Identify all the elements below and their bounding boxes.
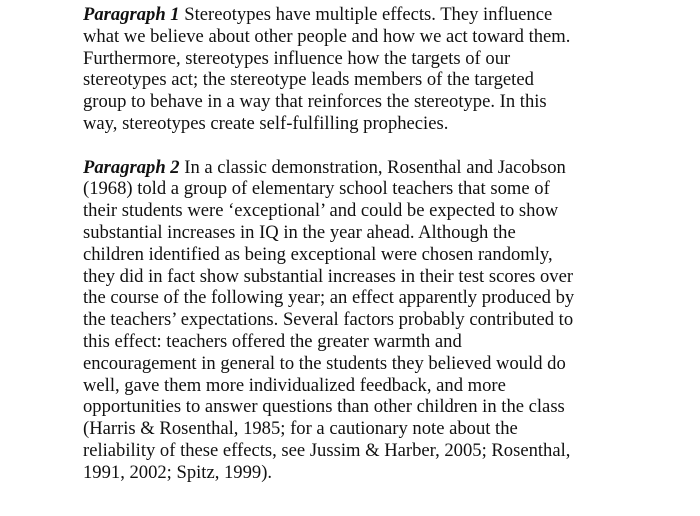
paragraph-label: Paragraph 2: [83, 156, 180, 178]
paragraph-line: Furthermore, stereotypes influence how the targets of our: [83, 47, 511, 69]
paragraph-line: what we believe about other people and how we act toward them.: [83, 25, 571, 47]
paragraph-line: way, stereotypes create self-fulfilling prophecies.: [83, 112, 449, 134]
paragraph-line: their students were ‘exceptional’ and could be expected to show: [83, 200, 559, 222]
paragraph-line: group to behave in a way that reinforces the stereotype. In this: [83, 91, 547, 113]
paragraph-line: (Harris & Rosenthal, 1985; for a cautionary note about the: [83, 418, 518, 440]
paragraph-line: opportunities to answer questions than other children in the class: [83, 396, 565, 418]
paragraph-line: well, gave them more individualized feedback, and more: [83, 374, 506, 396]
paragraph-line: stereotypes act; the stereotype leads members of the targeted: [83, 69, 534, 91]
paragraph-line: this effect: teachers offered the greater warmth and: [83, 330, 462, 352]
paragraph-label: Paragraph 1: [83, 4, 180, 25]
paragraph-line: 1991, 2002; Spitz, 1999).: [83, 461, 273, 483]
document-body: [83, 4, 643, 484]
paragraph-line: the course of the following year; an effect apparently produced by: [83, 287, 575, 309]
paragraph-line: reliability of these effects, see Jussim & Harber, 2005; Rosenthal,: [83, 439, 571, 461]
paragraph-line: encouragement in general to the students they believed would do: [83, 352, 566, 374]
paragraph-line: they did in fact show substantial increases in their test scores over: [83, 265, 574, 287]
paragraph-line: substantial increases in IQ in the year ahead. Although the: [83, 221, 516, 243]
paragraph-1: [83, 4, 643, 135]
paragraph-line: children identified as being exceptional were chosen randomly,: [83, 243, 553, 265]
paragraph-line: (1968) told a group of elementary school teachers that some of: [83, 178, 550, 200]
paragraph-2: [83, 157, 643, 484]
paragraph-line: the teachers’ expectations. Several factors probably contributed to: [83, 309, 574, 331]
paragraph-line: [83, 157, 643, 179]
paragraph-text: Stereotypes have multiple effects. They influence: [179, 4, 553, 25]
paragraph-text: In a classic demonstration, Rosenthal and Jacobson: [179, 156, 566, 178]
paragraph-line: [83, 4, 643, 26]
